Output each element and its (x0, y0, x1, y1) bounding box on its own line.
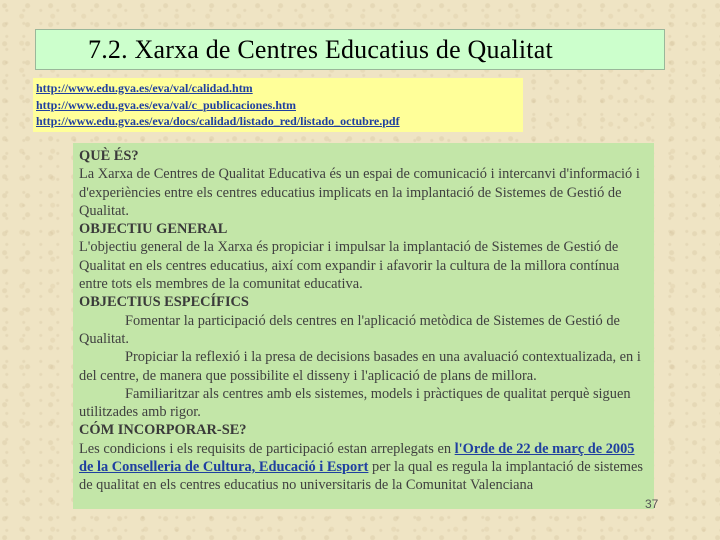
heading-general-objective: OBJECTIU GENERAL (79, 221, 228, 238)
join-text-before: Les condicions i els requisits de participació estan arreplegats en (79, 440, 455, 457)
link-listado-octubre[interactable]: http://www.edu.gva.es/eva/docs/calidad/listado_red/listado_octubre.pdf (36, 114, 400, 128)
specific-objective-1: Fomentar la participació dels centres en l'aplicació metòdica de Sistemes de Gestió de Qualitat. (79, 312, 620, 347)
link-publicaciones[interactable]: http://www.edu.gva.es/eva/val/c_publicaciones.htm (36, 97, 297, 112)
links-box (33, 78, 523, 132)
text-how-to-join (79, 440, 650, 495)
content-box (73, 143, 654, 509)
heading-specific-objectives: OBJECTIUS ESPECÍFICS (79, 294, 249, 311)
specific-objective-3: Familiaritzar als centres amb els sistemes, models i pràctiques de qualitat perquè siguen utilitzades amb rigor. (79, 385, 631, 421)
heading-what: QUÈ ÉS? (79, 148, 139, 164)
page-number: 37 (645, 497, 659, 511)
orde-link[interactable]: l'Orde de 22 de març de 2005 de la Conselleria de Cultura, Educació i Esport (79, 440, 635, 476)
link-calidad[interactable]: http://www.edu.gva.es/eva/val/calidad.htm (36, 81, 253, 95)
text-what: La Xarxa de Centres de Qualitat Educativa és un espai de comunicació i intercanvi d'informació i d'experiències entre els centres educatius implicats en la implantació de Sistemes de Gestió de Qualitat. (79, 166, 640, 219)
title-box (35, 29, 665, 70)
slide-title: 7.2. Xarxa de Centres Educatius de Qualitat (88, 35, 553, 64)
heading-how-to-join: CÓM INCORPORAR-SE? (79, 422, 247, 439)
text-general-objective: L'objectiu general de la Xarxa és propiciar i impulsar la implantació de Sistemes de Gestió de Qualitat en els centres educatius, així com expandir i afavorir la cultura de la millora contínua entre tots els membres de la comunitat educativa. (79, 239, 620, 293)
specific-objective-2: Propiciar la reflexió i la presa de decisions basades en una avaluació contextualizada, en i del centre, de manera que possibilite el disseny i l'aplicació de plans de millora. (79, 349, 641, 384)
join-text-after: per la qual es regula la implantació de sistemes de qualitat en els centres educatius no universitaris de la Comunitat Valenciana (79, 459, 643, 494)
